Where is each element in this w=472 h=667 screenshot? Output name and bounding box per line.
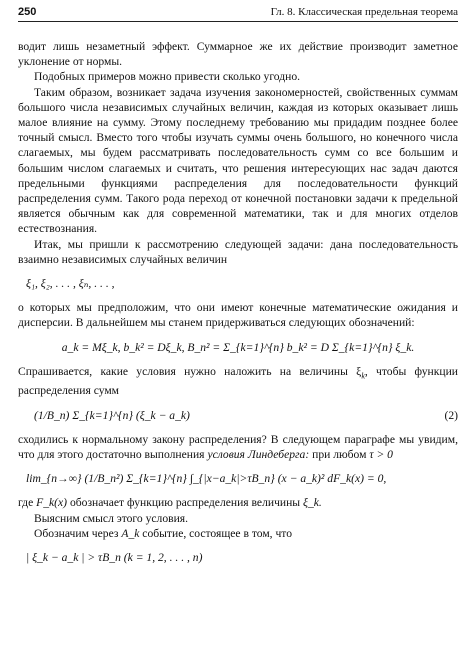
sequence-formula: ξ₁, ξ₂, . . . , ξₙ, . . . ,: [26, 277, 115, 291]
formula-normalized-sum: [18, 408, 458, 423]
running-head: [18, 0, 458, 22]
lindeberg-condition-label: условия Линдеберга:: [207, 447, 310, 461]
convergence-text: сходились к нормальному закону распределения? В следующем параграфе мы увидим, что для этого достаточно выполнения: [18, 432, 458, 461]
paragraph-problem-statement: Таким образом, возникает задача изучения закономерностей, свойственных суммам большого числа независимых случайных величин, каждая из которых оказывает лишь малое влияние на сумму. Этому последнему требованию мы придадим позднее более точный смысл. Вместо того чтобы изучать суммы очень большого, но конечного числа слагаемых, мы будем рассматривать последовательность сумм со все большим и большим числом слагаемых и считать, что решения интересующих нас задач даются предельными функциями распределения для последовательности функций распределения сумм. Такого рода переход от конечной постановки задачи к предельной является обычным как для современной математики, так и для многих отделов естествознания.: [18, 85, 458, 236]
paragraph-task: Итак, мы пришли к рассмотрению следующей задачи: дана последовательность взаимно независимых случайных величин: [18, 237, 458, 266]
tau-condition: τ > 0: [369, 447, 393, 461]
denote-text: Обозначим через: [34, 526, 119, 540]
paragraph-meaning: Выясним смысл этого условия.: [34, 511, 189, 525]
xi-k-symbol: ξ_k.: [303, 496, 322, 510]
paragraph-assumption: о которых мы предположим, что они имеют конечные математические ожидания и дисперсии. В дальнейшем мы станем придерживаться следующих обозначений:: [18, 301, 458, 330]
question-text-2: , чтобы функции распределения сумм: [18, 364, 458, 398]
Ak-symbol: A_k: [121, 526, 140, 540]
event-text: событие, состоящее в том, что: [142, 526, 292, 540]
chapter-title: Гл. 8. Классическая предельная теорема: [270, 6, 458, 18]
paragraph-question: Спрашивается, какие условия нужно наложить на величины $\xi_k$, чтобы функции распределения сумм: [18, 364, 458, 398]
paragraph-where: [18, 495, 458, 510]
page-number: 250: [18, 6, 37, 18]
paragraph-convergence: [18, 432, 458, 462]
question-text: Спрашивается, какие условия нужно наложить на величины ξ: [18, 364, 362, 378]
paragraph-examples: Подобных примеров можно привести сколько угодно.: [34, 70, 301, 84]
Fk-symbol: F_k(x): [36, 496, 68, 510]
formula-event: [18, 550, 458, 565]
distribution-text: обозначает функцию распределения величины: [69, 496, 301, 510]
paragraph-event: [18, 526, 458, 541]
page-body: [18, 39, 458, 565]
lindeberg-formula: lim_{n→∞} (1/B_n²) Σ_{k=1}^{n} ∫_{|x−a_k|>τB_n} (x − a_k)² dF_k(x) = 0,: [26, 472, 387, 486]
where-text: где: [18, 496, 34, 510]
paragraph-continuation: водит лишь незаметный эффект. Суммарное же их действие производит заметное уклонение от нормы.: [18, 40, 458, 69]
formula-notation: [18, 340, 458, 355]
formula-lindeberg: [18, 471, 458, 486]
formula-sequence: [18, 276, 458, 291]
event-formula: | ξ_k − a_k | > τB_n (k = 1, 2, . . . , n): [26, 551, 203, 564]
notation-formula: a_k = Mξ_k, b_k² = Dξ_k, B_n² = Σ_{k=1}^{n} b_k² = D Σ_{k=1}^{n} ξ_k.: [61, 340, 415, 354]
for-any-text: при любом: [312, 447, 367, 461]
normalized-sum-formula: (1/B_n) Σ_{k=1}^{n} (ξ_k − a_k): [34, 408, 190, 422]
equation-number: (2): [444, 408, 458, 422]
